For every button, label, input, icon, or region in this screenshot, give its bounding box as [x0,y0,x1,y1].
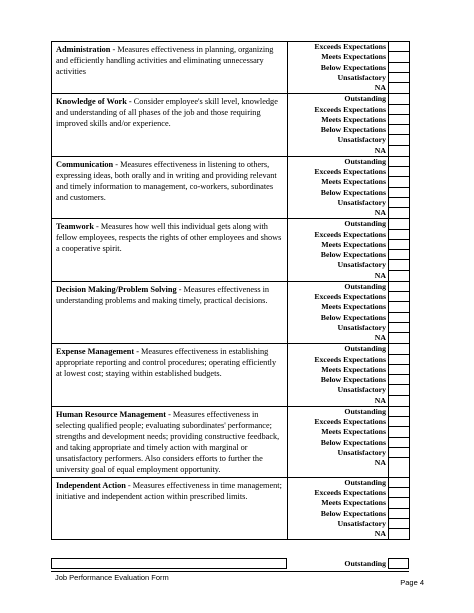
rating-checkbox[interactable] [389,271,409,281]
criterion-description: - Measures effectiveness in time management; initiative and independent action within prescribed limits. [56,480,282,501]
rating-checkbox[interactable] [389,355,409,365]
rating-level-label: Unsatisfactory [337,447,386,457]
rating-level-label: NA [374,83,386,92]
rating-level-label: Outstanding [344,344,386,354]
rating-checkboxes-cell [389,477,410,540]
rating-level-label: Unsatisfactory [337,385,386,395]
rating-level-label: Outstanding [344,156,386,166]
criterion-title: Administration [56,45,111,54]
rating-level-label: Outstanding [344,94,386,104]
rating-checkbox[interactable] [389,219,409,229]
criterion-title: Human Resource Management [56,409,166,419]
rating-level-label: Exceeds Expectations [314,167,386,176]
rating-checkboxes-cell [389,94,410,157]
rating-checkboxes-cell [389,42,410,94]
criterion-title: Expense Management - [56,347,139,357]
rating-checkbox[interactable] [389,125,409,135]
rating-levels-cell [288,344,389,407]
rating-level-label: Exceeds Expectations [314,42,386,51]
rating-checkbox[interactable] [389,365,409,375]
criterion-description-cell [52,156,288,219]
rating-checkbox[interactable] [389,94,409,104]
rating-level-label: Unsatisfactory [337,135,386,145]
rating-checkboxes-cell [389,219,410,282]
evaluation-row [52,94,410,157]
evaluation-row [52,281,410,344]
criterion-description: - Measures effectiveness in planning, organizing and efficiently handling activities and eliminating unnecessary activities [56,45,274,76]
rating-level-label: Below Expectations [320,375,386,384]
rating-level-label: Outstanding [344,406,386,416]
rating-level-label: Exceeds Expectations [314,417,386,426]
rating-checkbox[interactable] [389,509,409,519]
rating-level-label: NA [374,458,386,467]
rating-level-label: Meets Expectations [321,239,386,249]
criterion-description-cell [52,406,288,477]
rating-checkbox[interactable] [389,302,409,312]
rating-level-label: Below Expectations [320,437,386,447]
rating-level-label: Unsatisfactory [337,197,386,207]
criterion-description: - Measures effectiveness in understanding problems and making timely, practical decisions. [56,284,270,305]
rating-checkbox[interactable] [389,146,409,156]
criterion-description: Measures effectiveness in establishing appropriate reporting and control procedures; operating efficiently at lowest cost; staying within established budgets. [56,347,277,379]
rating-checkbox[interactable] [389,529,409,539]
rating-level-label: Meets Expectations [321,302,386,312]
rating-level-label: Exceeds Expectations [314,229,386,239]
rating-levels-cell [288,406,389,477]
continued-section-checkbox[interactable] [388,558,409,569]
rating-level-label: Exceeds Expectations [314,292,386,301]
evaluation-table [51,41,410,540]
rating-checkbox[interactable] [389,458,409,468]
form-name: Job Performance Evaluation Form [55,573,169,582]
rating-level-label: Unsatisfactory [337,518,386,528]
rating-checkbox[interactable] [389,385,409,395]
rating-checkbox[interactable] [389,417,409,427]
rating-checkbox[interactable] [389,282,409,292]
rating-checkbox[interactable] [389,188,409,198]
rating-level-label: Meets Expectations [321,364,386,374]
criterion-description: - Measures effectiveness in selecting qualified people; evaluating subordinates' performance; strengths and development needs; providing constructive feedback, and taking appropriate and timely action with marginal or unsatisfactory performers. Also considers efforts to further the university goal of equal employment opportunity. [56,409,280,474]
rating-checkbox[interactable] [389,260,409,270]
rating-level-label: Below Expectations [320,250,386,259]
rating-levels-cell [288,42,389,94]
rating-checkbox[interactable] [389,83,409,93]
rating-checkbox[interactable] [389,407,409,417]
rating-checkbox[interactable] [389,167,409,177]
rating-level-label: Meets Expectations [321,114,386,124]
rating-checkbox[interactable] [389,488,409,498]
rating-level-label: Meets Expectations [321,177,386,187]
rating-level-label: Below Expectations [320,508,386,518]
rating-checkboxes-cell [389,156,410,219]
rating-checkboxes-cell [389,344,410,407]
rating-level-label: Meets Expectations [321,498,386,508]
rating-checkbox[interactable] [389,198,409,208]
criterion-description-cell [52,477,288,540]
criterion-title: Knowledge of Work - [56,97,132,107]
rating-checkbox[interactable] [389,498,409,508]
evaluation-row [52,477,410,540]
evaluation-row [52,219,410,282]
rating-checkbox[interactable] [389,42,409,52]
continued-section-row [51,558,409,569]
evaluation-row [52,406,410,477]
evaluation-row [52,344,410,407]
rating-checkbox[interactable] [389,519,409,529]
rating-checkbox[interactable] [389,73,409,83]
rating-checkbox[interactable] [389,135,409,145]
rating-checkbox[interactable] [389,478,409,488]
rating-checkbox[interactable] [389,396,409,406]
rating-level-label: Unsatisfactory [337,72,386,82]
rating-checkbox[interactable] [389,115,409,125]
rating-checkbox[interactable] [389,250,409,260]
rating-checkbox[interactable] [389,230,409,240]
rating-checkbox[interactable] [389,344,409,354]
rating-level-label: Meets Expectations [321,52,386,62]
rating-checkbox[interactable] [389,105,409,115]
criterion-title: Communication [56,159,114,169]
rating-level-label: Exceeds Expectations [314,488,386,497]
rating-levels-cell [288,281,389,344]
rating-level-label: Below Expectations [320,62,386,72]
rating-level-label: Outstanding [344,477,386,487]
rating-checkbox[interactable] [389,323,409,333]
rating-level-label: NA [374,208,386,217]
evaluation-row [52,42,410,94]
rating-checkboxes-cell [389,281,410,344]
rating-checkbox[interactable] [389,208,409,218]
rating-level-label: NA [374,333,386,342]
criterion-description-cell [52,219,288,282]
rating-level-label: Unsatisfactory [337,260,386,270]
rating-checkboxes-cell [389,406,410,477]
rating-level-label: Exceeds Expectations [314,104,386,114]
rating-checkbox[interactable] [389,438,409,448]
criterion-description: Consider employee's skill level, knowledge and understanding of all phases of the job and those requiring improved skills and/or experience. [56,97,278,129]
rating-checkbox[interactable] [389,448,409,458]
criterion-description: - Measures how well this individual gets along with fellow employees, respects the rights of other employees and shows a cooperative spirit. [56,222,282,254]
rating-levels-cell [288,477,389,540]
rating-checkbox[interactable] [389,313,409,323]
criterion-description: - Measures effectiveness in listening to others, expressing ideas, both orally and in writing and providing relevant and timely information to management, co-workers, subordinates and customers. [56,159,277,202]
rating-level-label: Exceeds Expectations [314,354,386,364]
rating-checkbox[interactable] [389,63,409,73]
criterion-description-cell [52,42,288,94]
rating-level-label: Below Expectations [320,187,386,197]
rating-checkbox[interactable] [389,427,409,437]
rating-level-label: Meets Expectations [321,427,386,437]
criterion-description-cell [52,281,288,344]
evaluation-row [52,156,410,219]
rating-checkbox[interactable] [389,52,409,62]
criterion-description-cell [52,344,288,407]
rating-level-label: Below Expectations [320,125,386,134]
rating-levels-cell [288,94,389,157]
rating-levels-cell [288,219,389,282]
criterion-title: Teamwork [56,222,94,232]
rating-level-label: Unsatisfactory [337,322,386,332]
rating-level-label: Below Expectations [320,312,386,322]
rating-checkbox[interactable] [389,375,409,385]
continued-section-rating-label: Outstanding [344,559,386,568]
rating-checkbox[interactable] [389,157,409,167]
criterion-description-cell [52,94,288,157]
continued-section-description [51,558,287,569]
rating-checkbox[interactable] [389,240,409,250]
footer-divider [51,571,409,572]
rating-checkbox[interactable] [389,177,409,187]
criterion-title: Decision Making/Problem Solving [56,284,177,294]
rating-level-label: NA [374,270,386,280]
rating-level-label: Outstanding [344,281,386,291]
criterion-title: Independent Action [56,480,126,490]
rating-level-label: NA [374,529,386,538]
rating-level-label: NA [374,145,386,155]
rating-checkbox[interactable] [389,292,409,302]
page-number: Page 4 [400,578,424,587]
rating-checkbox[interactable] [389,333,409,343]
rating-level-label: Outstanding [344,219,386,229]
rating-level-label: NA [374,395,386,405]
evaluation-table-body [52,42,410,540]
rating-levels-cell [288,156,389,219]
